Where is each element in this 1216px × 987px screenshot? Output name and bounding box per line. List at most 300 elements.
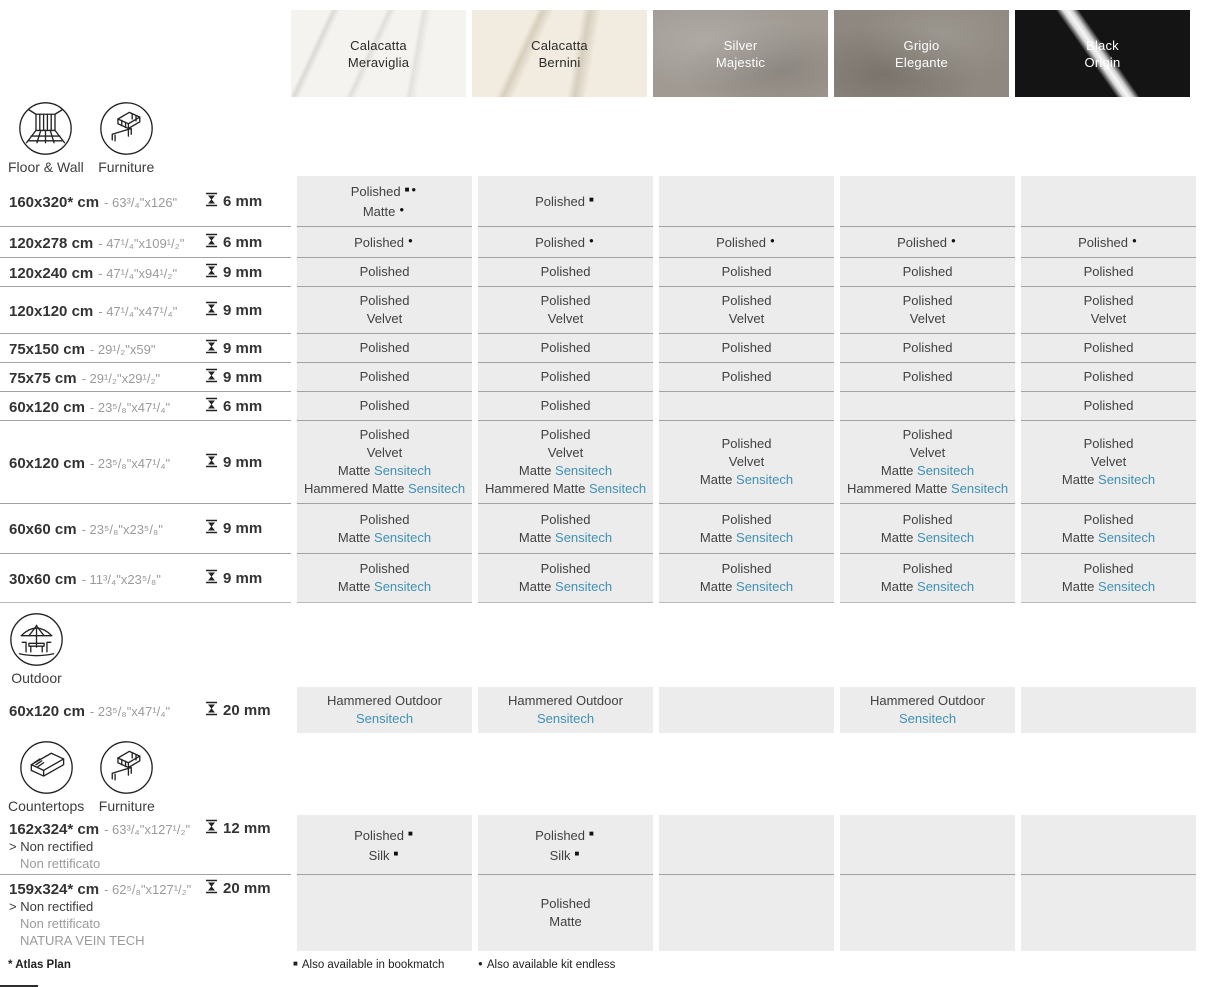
finish-label: Polished (359, 293, 410, 308)
footnote-atlas-plan: * Atlas Plan (8, 959, 71, 971)
row-label (0, 553, 291, 603)
finish-label: Polished (359, 398, 410, 413)
finish-label: Hammered Outdoor (327, 693, 442, 708)
finish-cell-col5 (1021, 286, 1196, 333)
footnote-kit-endless (478, 959, 615, 971)
finish-line (847, 480, 1008, 498)
size-line (9, 519, 277, 538)
finish-label: Polished (1083, 561, 1134, 576)
icon-label-furniture: Furniture (98, 159, 155, 175)
finish-line (903, 560, 953, 578)
size-line (9, 453, 277, 472)
row-note: Non rettificato (20, 916, 101, 931)
thickness-value: 9 mm (223, 263, 263, 281)
finish-line (535, 191, 596, 211)
finish-line (354, 232, 415, 252)
finish-line (360, 368, 410, 386)
finish-line (485, 480, 646, 498)
size-line (9, 233, 277, 252)
materials-header (291, 10, 1216, 97)
size-cm: 160x320* cm (9, 193, 100, 211)
finish-cell-col5 (1021, 503, 1196, 553)
finish-line (1084, 435, 1134, 453)
finish-label: Velvet (728, 311, 765, 326)
size-line (9, 397, 277, 416)
row-note: > Non rectified (9, 839, 94, 854)
section-countertops (0, 739, 1216, 951)
material-name-line: Meraviglia (347, 54, 410, 70)
size-line (9, 263, 277, 282)
spec-row-120x120-cm-9-mm (0, 286, 1216, 333)
row-label (0, 874, 291, 951)
finish-line (903, 511, 953, 529)
row-label (0, 362, 291, 391)
size-cm: 60x120 cm (9, 702, 85, 720)
finish-cell-col5 (1021, 333, 1196, 362)
thickness-icon (205, 301, 218, 320)
finish-line (338, 462, 431, 480)
sensitech-label: Sensitech (551, 463, 613, 478)
size-line (9, 701, 277, 720)
finish-line (881, 529, 974, 547)
row-label (0, 815, 291, 874)
spec-row-30x60-cm-9-mm (0, 553, 1216, 603)
sensitech-label: Sensitech (551, 529, 613, 545)
finish-line (356, 710, 413, 728)
finish-line (304, 480, 465, 498)
availability-marker: ■ (408, 828, 415, 838)
material-swatch-grigio-elegante (834, 10, 1009, 97)
spec-row-75x150-cm-9-mm (0, 333, 1216, 362)
finish-line (360, 560, 410, 578)
row-label (0, 503, 291, 553)
finish-cell-col3 (659, 503, 834, 553)
finish-line (363, 201, 406, 221)
footnotes (0, 959, 1216, 977)
material-name-line: Silver (723, 37, 758, 53)
sensitech-label: Sensitech (370, 529, 432, 545)
thickness-icon (205, 701, 218, 720)
finish-line (903, 368, 953, 386)
thickness (205, 368, 277, 387)
spec-row-60x120-cm-20-mm (0, 687, 1216, 733)
finish-label: Polished (721, 369, 772, 384)
finish-label: Matte (337, 529, 371, 545)
finish-line (548, 310, 583, 328)
finish-cell-col4 (840, 333, 1015, 362)
sensitech-label: Sensitech (355, 711, 414, 726)
finish-line (541, 339, 591, 357)
finish-cell-col3 (659, 553, 834, 603)
sensitech-label: Sensitech (913, 579, 975, 594)
finish-cell-col4 (840, 874, 1015, 951)
sensitech-label: Sensitech (404, 481, 466, 496)
finish-line (722, 511, 772, 529)
finish-cell-col4 (840, 391, 1015, 420)
sensitech-label: Sensitech (370, 463, 432, 478)
finish-line (903, 339, 953, 357)
finish-cell-col3 (659, 687, 834, 733)
finish-line (360, 397, 410, 415)
size-inches: - 47¹/₄"x109¹/₂" (98, 235, 185, 251)
finish-line (1091, 310, 1126, 328)
finish-label: Matte (880, 463, 914, 478)
thickness-value: 6 mm (223, 233, 263, 251)
finish-line (541, 263, 591, 281)
material-name-line: Calacatta (350, 37, 407, 53)
finish-line (1078, 232, 1139, 252)
finish-cell-col4 (840, 503, 1015, 553)
finish-line (550, 845, 582, 865)
icon-block-furniture (98, 739, 155, 814)
size-inches: - 23⁵/₈"x47¹/₄" (89, 455, 171, 471)
sensitech-label: Sensitech (1094, 579, 1156, 594)
footnote-bookmatch-text: Also available in bookmatch (301, 959, 445, 971)
finish-label: Polished (359, 264, 410, 279)
spec-row-75x75-cm-9-mm (0, 362, 1216, 391)
size-cm: 30x60 cm (9, 570, 77, 588)
finish-line (1084, 339, 1134, 357)
finish-label: Polished (902, 561, 953, 576)
size-cm: 120x278 cm (9, 234, 94, 252)
finish-label: Polished (535, 194, 586, 209)
finish-line (716, 232, 777, 252)
finish-line (535, 825, 596, 845)
size-line (9, 879, 277, 898)
sensitech-label: Sensitech (913, 463, 975, 478)
finish-line (1084, 292, 1134, 310)
availability-marker: ● (951, 236, 958, 245)
finish-cell-col5 (1021, 420, 1196, 503)
row-label (0, 333, 291, 362)
spec-row-60x120-cm-9-mm (0, 420, 1216, 503)
finish-line (360, 292, 410, 310)
finish-cell-col1 (297, 553, 472, 603)
thickness-icon (205, 263, 218, 282)
size-line (9, 569, 277, 588)
size-inches: - 23⁵/₈"x47¹/₄" (89, 399, 171, 415)
finish-line (1084, 263, 1134, 281)
finish-line (519, 578, 612, 596)
thickness-value: 6 mm (223, 192, 263, 210)
finish-line (519, 529, 612, 547)
section-floor-wall (0, 100, 1216, 603)
thickness (205, 263, 277, 282)
finish-label: Polished (902, 293, 953, 308)
icon-label-countertops: Countertops (8, 798, 85, 814)
thickness (205, 339, 277, 358)
finish-label: Velvet (728, 454, 765, 469)
finish-label: Polished (721, 264, 772, 279)
spec-row-159x324-cm-20-mm (0, 874, 1216, 951)
finish-line (369, 845, 401, 865)
finish-label: Polished (540, 293, 591, 308)
finish-line (700, 529, 793, 547)
thickness (205, 233, 277, 252)
finish-line (1062, 578, 1155, 596)
finish-label: Velvet (909, 311, 946, 326)
material-swatch-black-origin (1015, 10, 1190, 97)
finish-cell-col2 (478, 874, 653, 951)
finish-cell-col5 (1021, 257, 1196, 286)
size-line (9, 819, 277, 838)
finish-label: Polished (540, 264, 591, 279)
row-label (0, 391, 291, 420)
finish-cell-col4 (840, 286, 1015, 333)
finish-cell-col3 (659, 815, 834, 874)
row-note: > Non rectified (9, 899, 94, 914)
finish-label: Polished (1083, 264, 1134, 279)
finish-line (541, 292, 591, 310)
finish-line (910, 444, 945, 462)
material-name-line: Grigio (903, 37, 940, 53)
finish-line (1084, 397, 1134, 415)
finish-line (899, 710, 956, 728)
thickness-icon (205, 879, 218, 898)
finish-line (729, 310, 764, 328)
finish-label: Polished (535, 827, 586, 843)
finish-line (903, 426, 953, 444)
finish-line (338, 529, 431, 547)
finish-label: Silk (549, 847, 571, 863)
thickness (205, 453, 277, 472)
finish-line (327, 692, 442, 710)
finish-line (541, 426, 591, 444)
finish-line (722, 292, 772, 310)
countertops-icon (18, 739, 75, 796)
icon-block-countertops (8, 739, 84, 814)
finish-line (351, 181, 419, 201)
thickness-icon (205, 233, 218, 252)
finish-line (548, 444, 583, 462)
spec-row-60x60-cm-9-mm (0, 503, 1216, 553)
finish-line (541, 511, 591, 529)
finish-cell-col2 (478, 286, 653, 333)
sensitech-label: Sensitech (1094, 472, 1156, 487)
finish-cell-col1 (297, 874, 472, 951)
finish-label: Polished (902, 511, 953, 527)
finish-label: Polished (540, 561, 591, 576)
finish-cell-col4 (840, 420, 1015, 503)
finish-label: Hammered Outdoor (870, 693, 985, 708)
finish-line (541, 895, 591, 913)
furniture-icon (98, 100, 155, 157)
footnote-kit-endless-text: Also available kit endless (486, 959, 616, 971)
kit-endless-dot-icon: ● (478, 959, 483, 968)
finish-label: Polished (721, 293, 772, 308)
availability-marker: ● (770, 236, 777, 245)
finish-label: Polished (540, 427, 591, 442)
finish-cell-col5 (1021, 391, 1196, 420)
finish-line (360, 511, 410, 529)
finish-label: Polished (1083, 293, 1134, 308)
finish-label: Velvet (366, 445, 403, 460)
finish-label: Polished (354, 827, 405, 843)
finish-label: Hammered Matte (846, 481, 948, 496)
size-inches: - 11³/₄"x23⁵/₈" (81, 571, 161, 587)
finish-cell-col3 (659, 257, 834, 286)
thickness (205, 192, 277, 211)
finish-line (1084, 368, 1134, 386)
finish-line (535, 232, 596, 252)
availability-marker: ● (1132, 236, 1139, 245)
size-cm: 159x324* cm (9, 881, 100, 898)
size-inches: - 63³/₄"x127¹/₂" (104, 822, 191, 837)
sensitech-label: Sensitech (947, 481, 1009, 496)
finish-line (1062, 471, 1155, 489)
outdoor-icon (8, 611, 65, 668)
finish-line (1084, 560, 1134, 578)
thickness-icon (205, 192, 218, 211)
finish-cell-col5 (1021, 687, 1196, 733)
finish-line (881, 462, 974, 480)
row-label (0, 420, 291, 503)
sensitech-label: Sensitech (898, 711, 957, 726)
availability-marker: ● (399, 205, 407, 214)
thickness-value: 12 mm (223, 820, 271, 837)
material-swatch-silver-majestic (653, 10, 828, 97)
row-note: Non rettificato (20, 856, 101, 871)
size-line (9, 301, 277, 320)
sensitech-label: Sensitech (732, 579, 794, 594)
finish-label: Polished (540, 340, 591, 355)
finish-line (541, 368, 591, 386)
size-inches: - 47¹/₄"x94¹/₂" (98, 265, 178, 281)
sensitech-label: Sensitech (551, 579, 613, 594)
finish-label: Polished (1083, 511, 1134, 527)
thickness-icon (205, 397, 218, 416)
availability-marker: ■ (393, 848, 401, 858)
finish-label: Polished (540, 398, 591, 413)
material-name-line: Black (1086, 37, 1119, 53)
icon-label-outdoor: Outdoor (11, 670, 62, 686)
finish-label: Hammered Matte (303, 481, 405, 496)
icon-block-floor-wall (8, 100, 84, 175)
finish-line (722, 339, 772, 357)
finish-cell-col4 (840, 687, 1015, 733)
row-label (0, 687, 291, 733)
rows-floor-wall (0, 176, 1216, 603)
row-label (0, 176, 291, 226)
finish-line (881, 578, 974, 596)
finish-label: Polished (897, 235, 948, 250)
finish-label: Velvet (1090, 311, 1127, 326)
size-cm: 162x324* cm (9, 821, 100, 838)
finish-line (700, 578, 793, 596)
finish-label: Matte (362, 204, 396, 219)
finish-label: Matte (518, 529, 552, 545)
footnote-bookmatch (293, 959, 444, 971)
finish-cell-col4 (840, 553, 1015, 603)
finish-label: Polished (902, 427, 953, 442)
finish-line (700, 471, 793, 489)
finish-cell-col3 (659, 874, 834, 951)
icon-label-floor-wall: Floor & Wall (8, 159, 84, 175)
finish-cell-col5 (1021, 553, 1196, 603)
finish-label: Matte (1061, 529, 1095, 545)
application-icons-countertops (0, 739, 1216, 815)
finish-label: Matte (518, 579, 552, 594)
finish-cell-col1 (297, 420, 472, 503)
finish-label: Polished (902, 369, 953, 384)
icon-label-furniture: Furniture (98, 798, 155, 814)
finish-line (367, 310, 402, 328)
size-inches: - 29¹/₂"x59" (89, 341, 156, 357)
finish-cell-col2 (478, 176, 653, 226)
finish-label: Velvet (547, 445, 584, 460)
size-inches: - 47¹/₄"x47¹/₄" (98, 303, 178, 319)
thickness-value: 9 mm (223, 339, 263, 357)
size-inches: - 63³/₄"x126" (104, 194, 178, 210)
finish-label: Velvet (1090, 454, 1127, 469)
finish-label: Velvet (547, 311, 584, 326)
finish-cell-col3 (659, 333, 834, 362)
finish-cell-col1 (297, 687, 472, 733)
finish-cell-col2 (478, 362, 653, 391)
material-name-line: Calacatta (531, 37, 588, 53)
sensitech-label: Sensitech (913, 529, 975, 545)
finish-cell-col1 (297, 362, 472, 391)
finish-line (360, 426, 410, 444)
finish-cell-col1 (297, 286, 472, 333)
finish-line (541, 397, 591, 415)
finish-line (729, 453, 764, 471)
row-note: NATURA VEIN TECH (20, 933, 145, 948)
size-cm: 75x75 cm (9, 369, 77, 387)
finish-label: Polished (359, 511, 410, 527)
size-cm: 60x120 cm (9, 454, 85, 472)
thickness (205, 569, 277, 588)
size-inches: - 23⁵/₈"x47¹/₄" (89, 703, 171, 719)
thickness-icon (205, 819, 218, 838)
finish-label: Velvet (909, 445, 946, 460)
finish-cell-col4 (840, 257, 1015, 286)
finish-cell-col2 (478, 257, 653, 286)
finish-cell-col3 (659, 226, 834, 257)
finish-label: Polished (540, 896, 591, 911)
finish-line (1062, 529, 1155, 547)
spec-row-120x278-cm-6-mm (0, 226, 1216, 257)
finish-label: Polished (1078, 235, 1129, 250)
thickness-value: 9 mm (223, 453, 263, 471)
finish-cell-col2 (478, 503, 653, 553)
finish-label: Silk (368, 847, 390, 863)
finish-line (360, 339, 410, 357)
sensitech-label: Sensitech (1094, 529, 1156, 545)
spec-row-160x320-cm-6-mm (0, 176, 1216, 226)
finish-label: Polished (354, 235, 405, 250)
finish-cell-col1 (297, 503, 472, 553)
finish-cell-col5 (1021, 226, 1196, 257)
finish-cell-col5 (1021, 874, 1196, 951)
icon-block-outdoor (8, 611, 65, 686)
thickness-icon (205, 339, 218, 358)
thickness (205, 879, 277, 898)
finish-label: Polished (359, 561, 410, 576)
finish-label: Hammered Outdoor (508, 693, 623, 708)
finish-label: Matte (337, 463, 371, 478)
application-icons-outdoor (0, 611, 1216, 687)
finish-line (537, 710, 594, 728)
material-swatch-calacatta-bernini (472, 10, 647, 97)
icon-block-furniture (98, 100, 155, 175)
finish-line (367, 444, 402, 462)
size-inches: - 29¹/₂"x29¹/₂" (81, 370, 161, 386)
finish-label: Matte (880, 529, 914, 545)
finish-line (354, 825, 415, 845)
finish-cell-col3 (659, 286, 834, 333)
thickness-icon (205, 453, 218, 472)
